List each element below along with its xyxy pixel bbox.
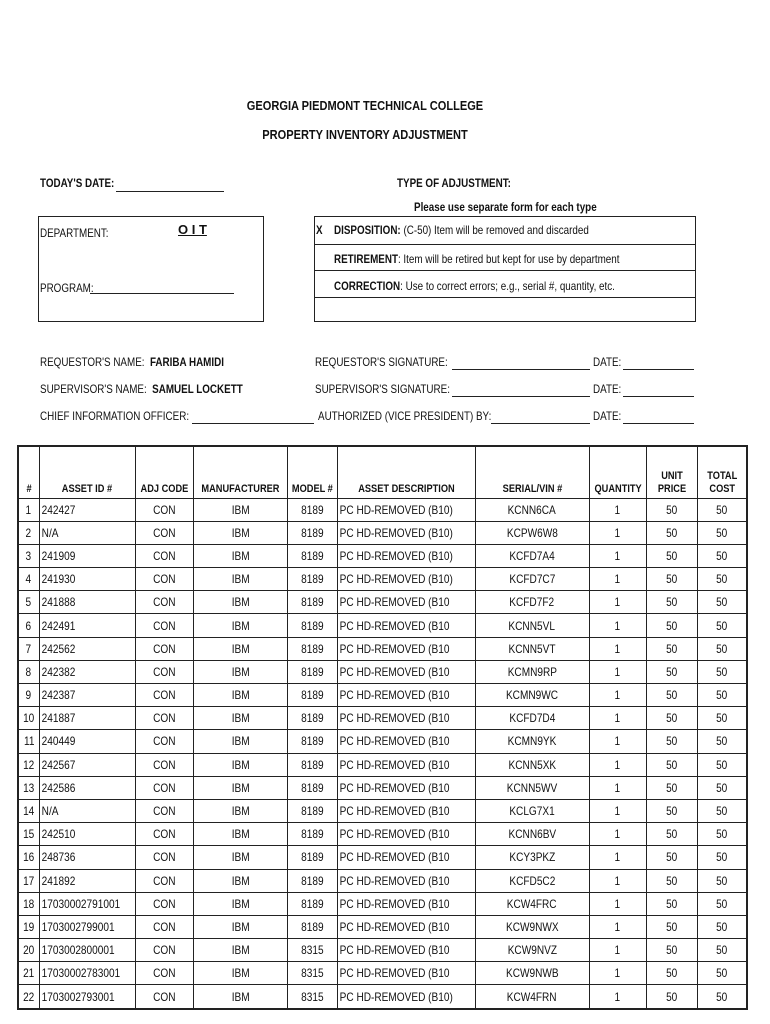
todays-date-label: TODAY'S DATE:	[40, 176, 115, 190]
cell-total-cost: 50	[697, 753, 747, 776]
cell-asset-description: PC HD-REMOVED (B10	[337, 730, 475, 753]
cell-num: 3	[18, 544, 39, 567]
cell-unit-price: 50	[646, 591, 697, 614]
cell-model: 8189	[287, 614, 337, 637]
cell-asset-description: PC HD-REMOVED (B10	[337, 846, 475, 869]
cell-adj-code: CON	[135, 915, 193, 938]
cell-total-cost: 50	[697, 521, 747, 544]
cell-adj-code: CON	[135, 892, 193, 915]
cell-adj-code: CON	[135, 568, 193, 591]
cell-manufacturer: IBM	[193, 846, 287, 869]
cell-asset-id: 1703002793001	[39, 985, 135, 1009]
cell-asset-id: 242382	[39, 660, 135, 683]
cell-num: 6	[18, 614, 39, 637]
retirement-text: : Item will be retired but kept for use by department	[397, 252, 620, 266]
table-row	[18, 915, 747, 938]
requestor-signature-label: REQUESTOR'S SIGNATURE:	[315, 355, 448, 369]
cell-asset-id: 1703002800001	[39, 939, 135, 962]
table-row	[18, 637, 747, 660]
cell-num: 12	[18, 753, 39, 776]
cell-manufacturer: IBM	[193, 915, 287, 938]
cell-unit-price: 50	[646, 985, 697, 1009]
cell-adj-code: CON	[135, 753, 193, 776]
cell-manufacturer: IBM	[193, 521, 287, 544]
program-field[interactable]	[90, 293, 234, 294]
cell-unit-price: 50	[646, 707, 697, 730]
cell-quantity: 1	[589, 544, 646, 567]
cell-quantity: 1	[589, 614, 646, 637]
table-row	[18, 753, 747, 776]
cell-model: 8189	[287, 730, 337, 753]
cell-quantity: 1	[589, 568, 646, 591]
cell-unit-price: 50	[646, 544, 697, 567]
cell-asset-id: 248736	[39, 846, 135, 869]
cell-num: 2	[18, 521, 39, 544]
cell-model: 8315	[287, 962, 337, 985]
table-row	[18, 985, 747, 1009]
cell-manufacturer: IBM	[193, 544, 287, 567]
cell-quantity: 1	[589, 846, 646, 869]
cell-quantity: 1	[589, 591, 646, 614]
table-header-row	[18, 446, 747, 498]
cell-quantity: 1	[589, 637, 646, 660]
table-row	[18, 776, 747, 799]
cell-manufacturer: IBM	[193, 660, 287, 683]
cell-model: 8189	[287, 568, 337, 591]
cell-num: 10	[18, 707, 39, 730]
cell-manufacturer: IBM	[193, 614, 287, 637]
table-row	[18, 823, 747, 846]
cell-unit-price: 50	[646, 660, 697, 683]
retirement-option[interactable]	[334, 252, 619, 266]
cell-unit-price: 50	[646, 498, 697, 521]
cell-unit-price: 50	[646, 962, 697, 985]
cell-num: 5	[18, 591, 39, 614]
cell-asset-description: PC HD-REMOVED (B10	[337, 892, 475, 915]
cell-manufacturer: IBM	[193, 939, 287, 962]
cell-serial: KCFD5C2	[475, 869, 589, 892]
cell-num: 11	[18, 730, 39, 753]
cell-total-cost: 50	[697, 776, 747, 799]
cell-quantity: 1	[589, 985, 646, 1009]
type-of-adjustment-label: TYPE OF ADJUSTMENT:	[397, 176, 511, 190]
cell-num: 15	[18, 823, 39, 846]
cell-model: 8189	[287, 869, 337, 892]
header-manufacturer: MANUFACTURER	[193, 446, 287, 498]
table-row	[18, 707, 747, 730]
header-quantity: QUANTITY	[589, 446, 646, 498]
cell-asset-id: 241892	[39, 869, 135, 892]
cell-adj-code: CON	[135, 799, 193, 822]
cell-adj-code: CON	[135, 591, 193, 614]
authorized-signature-field[interactable]	[491, 423, 590, 424]
cell-total-cost: 50	[697, 544, 747, 567]
cell-model: 8189	[287, 544, 337, 567]
cell-serial: KCY3PKZ	[475, 846, 589, 869]
cell-quantity: 1	[589, 869, 646, 892]
cell-asset-id: 242562	[39, 637, 135, 660]
cell-model: 8189	[287, 684, 337, 707]
cio-signature-field[interactable]	[192, 423, 314, 424]
cell-unit-price: 50	[646, 846, 697, 869]
cell-asset-description: PC HD-REMOVED (B10	[337, 799, 475, 822]
inventory-table	[17, 445, 748, 1010]
cell-serial: KCW4FRN	[475, 985, 589, 1009]
table-row	[18, 614, 747, 637]
cell-asset-description: PC HD-REMOVED (B10	[337, 614, 475, 637]
cell-asset-id: 242387	[39, 684, 135, 707]
cell-unit-price: 50	[646, 799, 697, 822]
table-row	[18, 591, 747, 614]
cell-serial: KCPW6W8	[475, 521, 589, 544]
cell-adj-code: CON	[135, 660, 193, 683]
cell-total-cost: 50	[697, 730, 747, 753]
header-serial: SERIAL/VIN #	[475, 446, 589, 498]
cell-asset-description: PC HD-REMOVED (B10	[337, 939, 475, 962]
cell-asset-description: PC HD-REMOVED (B10	[337, 962, 475, 985]
cell-adj-code: CON	[135, 823, 193, 846]
cell-manufacturer: IBM	[193, 637, 287, 660]
cell-adj-code: CON	[135, 521, 193, 544]
cell-total-cost: 50	[697, 591, 747, 614]
cell-adj-code: CON	[135, 730, 193, 753]
cell-num: 14	[18, 799, 39, 822]
cell-asset-id: N/A	[39, 521, 135, 544]
table-row	[18, 730, 747, 753]
todays-date-field[interactable]	[116, 191, 224, 192]
cell-quantity: 1	[589, 521, 646, 544]
cell-model: 8189	[287, 660, 337, 683]
cell-serial: KCFD7C7	[475, 568, 589, 591]
authorized-label: AUTHORIZED (VICE PRESIDENT) BY:	[318, 409, 492, 423]
cell-asset-description: PC HD-REMOVED (B10	[337, 915, 475, 938]
cell-unit-price: 50	[646, 823, 697, 846]
table-row	[18, 939, 747, 962]
requestor-name-row	[40, 355, 224, 369]
cell-total-cost: 50	[697, 660, 747, 683]
cell-serial: KCMN9WC	[475, 684, 589, 707]
cell-serial: KCNN6CA	[475, 498, 589, 521]
cell-model: 8315	[287, 939, 337, 962]
cell-serial: KCFD7A4	[475, 544, 589, 567]
supervisor-name: SAMUEL LOCKETT	[152, 382, 243, 396]
table-row	[18, 799, 747, 822]
cell-model: 8189	[287, 591, 337, 614]
cell-serial: KCNN5XK	[475, 753, 589, 776]
cell-quantity: 1	[589, 660, 646, 683]
authorized-date-field[interactable]	[623, 423, 694, 424]
cell-serial: KCW9NWX	[475, 915, 589, 938]
cell-asset-description: PC HD-REMOVED (B10)	[337, 498, 475, 521]
table-row	[18, 521, 747, 544]
cell-manufacturer: IBM	[193, 962, 287, 985]
cell-unit-price: 50	[646, 684, 697, 707]
table-row	[18, 544, 747, 567]
cell-serial: KCNN6BV	[475, 823, 589, 846]
cell-adj-code: CON	[135, 939, 193, 962]
college-name: GEORGIA PIEDMONT TECHNICAL COLLEGE	[246, 98, 484, 113]
type-note: Please use separate form for each type	[414, 200, 597, 214]
cell-model: 8189	[287, 753, 337, 776]
program-label: PROGRAM:	[40, 281, 94, 295]
cell-num: 4	[18, 568, 39, 591]
cell-model: 8189	[287, 776, 337, 799]
cell-model: 8189	[287, 846, 337, 869]
cell-asset-id: 242427	[39, 498, 135, 521]
requestor-name: FARIBA HAMIDI	[149, 355, 224, 369]
cell-num: 20	[18, 939, 39, 962]
supervisor-date-label: DATE:	[593, 382, 622, 396]
cell-total-cost: 50	[697, 684, 747, 707]
department-label: DEPARTMENT:	[40, 226, 109, 240]
cell-num: 21	[18, 962, 39, 985]
cell-serial: KCNN5WV	[475, 776, 589, 799]
cell-asset-description: PC HD-REMOVED (B10	[337, 869, 475, 892]
cell-num: 18	[18, 892, 39, 915]
cell-asset-description: PC HD-REMOVED (B10	[337, 637, 475, 660]
cell-unit-price: 50	[646, 776, 697, 799]
cell-num: 19	[18, 915, 39, 938]
correction-title: CORRECTION	[334, 279, 401, 293]
header-unit-price: UNIT PRICE	[646, 446, 697, 498]
cell-serial: KCW9NVZ	[475, 939, 589, 962]
cell-asset-id: 242567	[39, 753, 135, 776]
requestor-date-field[interactable]	[623, 369, 694, 370]
cell-serial: KCLG7X1	[475, 799, 589, 822]
cell-asset-description: PC HD-REMOVED (B10)	[337, 521, 475, 544]
cell-model: 8189	[287, 823, 337, 846]
cell-manufacturer: IBM	[193, 568, 287, 591]
cell-total-cost: 50	[697, 614, 747, 637]
disposition-option[interactable]	[334, 223, 589, 237]
cell-manufacturer: IBM	[193, 776, 287, 799]
cell-unit-price: 50	[646, 521, 697, 544]
cell-model: 8315	[287, 985, 337, 1009]
cell-asset-description: PC HD-REMOVED (B10)	[337, 568, 475, 591]
requestor-signature-field[interactable]	[452, 369, 590, 370]
cell-model: 8189	[287, 521, 337, 544]
cell-asset-description: PC HD-REMOVED (B10)	[337, 985, 475, 1009]
cell-asset-description: PC HD-REMOVED (B10	[337, 707, 475, 730]
cell-manufacturer: IBM	[193, 892, 287, 915]
supervisor-name-row	[40, 382, 243, 396]
cell-serial: KCFD7F2	[475, 591, 589, 614]
cell-unit-price: 50	[646, 939, 697, 962]
cell-total-cost: 50	[697, 707, 747, 730]
cell-quantity: 1	[589, 707, 646, 730]
cell-asset-description: PC HD-REMOVED (B10	[337, 823, 475, 846]
cell-asset-id: 17030002791001	[39, 892, 135, 915]
cell-adj-code: CON	[135, 776, 193, 799]
cell-unit-price: 50	[646, 753, 697, 776]
disposition-text: (C-50) Item will be removed and discarded	[403, 223, 589, 237]
cell-asset-id: 242510	[39, 823, 135, 846]
header-model: MODEL #	[287, 446, 337, 498]
disposition-title: DISPOSITION:	[334, 223, 401, 237]
cell-adj-code: CON	[135, 985, 193, 1009]
header-num: #	[18, 446, 39, 498]
cell-asset-id: 242586	[39, 776, 135, 799]
cell-adj-code: CON	[135, 637, 193, 660]
cell-quantity: 1	[589, 915, 646, 938]
cell-asset-id: 1703002799001	[39, 915, 135, 938]
cell-asset-description: PC HD-REMOVED (B10	[337, 684, 475, 707]
cell-total-cost: 50	[697, 962, 747, 985]
cell-unit-price: 50	[646, 568, 697, 591]
cell-total-cost: 50	[697, 568, 747, 591]
department-value[interactable]: O I T	[178, 222, 207, 237]
cell-total-cost: 50	[697, 637, 747, 660]
cell-quantity: 1	[589, 962, 646, 985]
correction-text: : Use to correct errors; e.g., serial #, quantity, etc.	[400, 279, 615, 293]
table-row	[18, 568, 747, 591]
cell-serial: KCW4FRC	[475, 892, 589, 915]
cio-label: CHIEF INFORMATION OFFICER:	[40, 409, 190, 423]
cell-total-cost: 50	[697, 915, 747, 938]
cell-manufacturer: IBM	[193, 985, 287, 1009]
cell-num: 9	[18, 684, 39, 707]
cell-adj-code: CON	[135, 614, 193, 637]
correction-option[interactable]	[334, 279, 615, 293]
cell-serial: KCNN5VT	[475, 637, 589, 660]
cell-manufacturer: IBM	[193, 799, 287, 822]
cell-model: 8189	[287, 799, 337, 822]
cell-model: 8189	[287, 637, 337, 660]
cell-asset-id: 242491	[39, 614, 135, 637]
cell-asset-id: N/A	[39, 799, 135, 822]
supervisor-signature-field[interactable]	[452, 396, 590, 397]
supervisor-signature-label: SUPERVISOR'S SIGNATURE:	[315, 382, 450, 396]
cell-quantity: 1	[589, 799, 646, 822]
cell-num: 22	[18, 985, 39, 1009]
cell-unit-price: 50	[646, 892, 697, 915]
cell-unit-price: 50	[646, 915, 697, 938]
header-adj-code: ADJ CODE	[135, 446, 193, 498]
cell-asset-description: PC HD-REMOVED (B10	[337, 591, 475, 614]
cell-total-cost: 50	[697, 498, 747, 521]
cell-asset-id: 241887	[39, 707, 135, 730]
cell-asset-description: PC HD-REMOVED (B10)	[337, 544, 475, 567]
cell-total-cost: 50	[697, 985, 747, 1009]
table-row	[18, 660, 747, 683]
cell-unit-price: 50	[646, 869, 697, 892]
form-title: PROPERTY INVENTORY ADJUSTMENT	[262, 127, 468, 142]
cell-manufacturer: IBM	[193, 684, 287, 707]
requestor-name-label: REQUESTOR'S NAME:	[40, 355, 145, 369]
supervisor-date-field[interactable]	[623, 396, 694, 397]
cell-model: 8189	[287, 892, 337, 915]
cell-serial: KCMN9YK	[475, 730, 589, 753]
table-row	[18, 498, 747, 521]
cell-adj-code: CON	[135, 498, 193, 521]
supervisor-name-label: SUPERVISOR'S NAME:	[40, 382, 147, 396]
cell-asset-id: 240449	[39, 730, 135, 753]
cell-model: 8189	[287, 707, 337, 730]
cell-model: 8189	[287, 498, 337, 521]
cell-quantity: 1	[589, 823, 646, 846]
cell-manufacturer: IBM	[193, 591, 287, 614]
cell-quantity: 1	[589, 498, 646, 521]
disposition-checkbox[interactable]: X	[316, 223, 323, 237]
header-asset-id: ASSET ID #	[39, 446, 135, 498]
table-row	[18, 962, 747, 985]
cell-quantity: 1	[589, 776, 646, 799]
cell-total-cost: 50	[697, 869, 747, 892]
cell-asset-description: PC HD-REMOVED (B10	[337, 660, 475, 683]
cell-serial: KCMN9RP	[475, 660, 589, 683]
cell-num: 8	[18, 660, 39, 683]
cell-asset-id: 241909	[39, 544, 135, 567]
cell-serial: KCW9NWB	[475, 962, 589, 985]
requestor-date-label: DATE:	[593, 355, 622, 369]
cell-total-cost: 50	[697, 846, 747, 869]
cell-quantity: 1	[589, 684, 646, 707]
cell-asset-id: 241930	[39, 568, 135, 591]
cell-unit-price: 50	[646, 614, 697, 637]
cell-adj-code: CON	[135, 707, 193, 730]
retirement-title: RETIREMENT	[334, 252, 398, 266]
cell-num: 7	[18, 637, 39, 660]
cell-total-cost: 50	[697, 892, 747, 915]
cell-model: 8189	[287, 915, 337, 938]
cell-num: 16	[18, 846, 39, 869]
cell-quantity: 1	[589, 892, 646, 915]
cell-quantity: 1	[589, 939, 646, 962]
cell-adj-code: CON	[135, 869, 193, 892]
cell-adj-code: CON	[135, 544, 193, 567]
cell-asset-id: 17030002783001	[39, 962, 135, 985]
cell-manufacturer: IBM	[193, 498, 287, 521]
cell-manufacturer: IBM	[193, 753, 287, 776]
cell-num: 17	[18, 869, 39, 892]
cell-total-cost: 50	[697, 939, 747, 962]
table-row	[18, 684, 747, 707]
cell-adj-code: CON	[135, 684, 193, 707]
cell-manufacturer: IBM	[193, 823, 287, 846]
authorized-date-label: DATE:	[593, 409, 622, 423]
cell-asset-id: 241888	[39, 591, 135, 614]
cell-total-cost: 50	[697, 823, 747, 846]
table-row	[18, 892, 747, 915]
header-total-cost: TOTAL COST	[697, 446, 747, 498]
cell-manufacturer: IBM	[193, 869, 287, 892]
cell-serial: KCNN5VL	[475, 614, 589, 637]
cell-serial: KCFD7D4	[475, 707, 589, 730]
cell-adj-code: CON	[135, 962, 193, 985]
cell-quantity: 1	[589, 730, 646, 753]
table-row	[18, 869, 747, 892]
cell-adj-code: CON	[135, 846, 193, 869]
cell-unit-price: 50	[646, 730, 697, 753]
header-asset-description: ASSET DESCRIPTION	[337, 446, 475, 498]
cell-unit-price: 50	[646, 637, 697, 660]
cell-quantity: 1	[589, 753, 646, 776]
cell-asset-description: PC HD-REMOVED (B10	[337, 753, 475, 776]
cell-manufacturer: IBM	[193, 707, 287, 730]
cell-num: 13	[18, 776, 39, 799]
table-row	[18, 846, 747, 869]
cell-manufacturer: IBM	[193, 730, 287, 753]
cell-asset-description: PC HD-REMOVED (B10	[337, 776, 475, 799]
cell-num: 1	[18, 498, 39, 521]
cell-total-cost: 50	[697, 799, 747, 822]
